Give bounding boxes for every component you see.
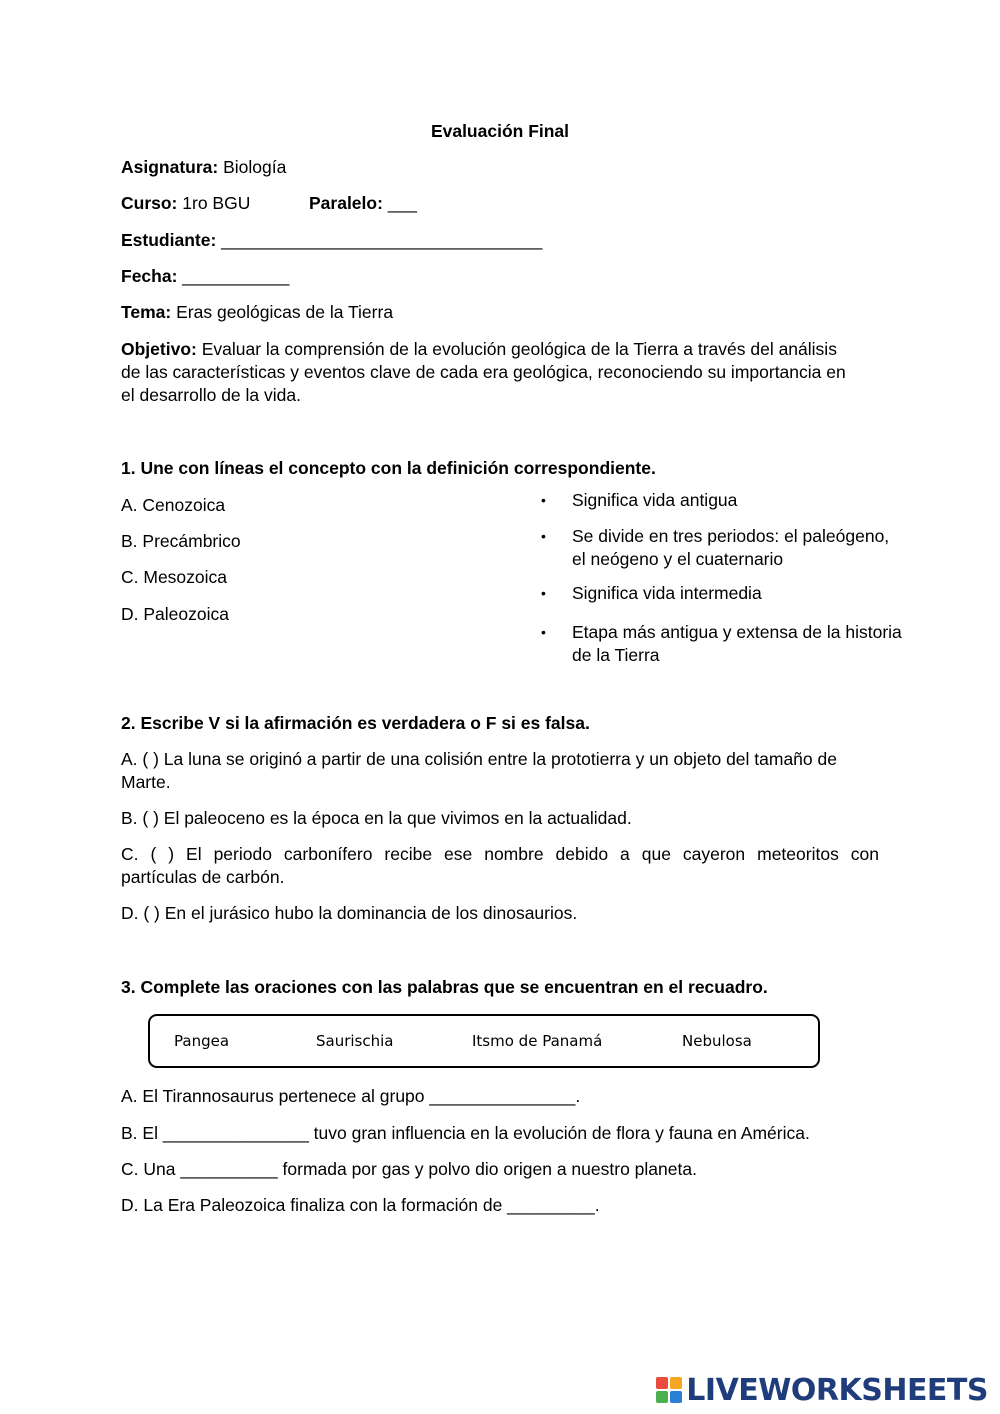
fecha-label: Fecha: bbox=[121, 266, 178, 286]
concept-item[interactable]: B. Precámbrico bbox=[121, 531, 241, 551]
logo-square-icon bbox=[656, 1377, 668, 1389]
estudiante-label: Estudiante: bbox=[121, 230, 217, 250]
fill-sentence[interactable]: B. El _______________ tuvo gran influencia en la evolución de flora y fauna en América. bbox=[121, 1123, 810, 1143]
statement-line: C. ( ) El periodo carbonífero recibe ese nombre debido a que cayeron meteoritos con bbox=[121, 844, 879, 864]
tema-value: Eras geológicas de la Tierra bbox=[176, 302, 394, 322]
objetivo-label: Objetivo: bbox=[121, 339, 197, 359]
page-title: Evaluación Final bbox=[430, 121, 570, 141]
statement-line: Marte. bbox=[121, 772, 171, 792]
definition-item[interactable] bbox=[572, 582, 932, 605]
definition-item[interactable] bbox=[572, 621, 952, 667]
tf-statement-b[interactable]: B. ( ) El paleoceno es la época en la que vivimos en la actualidad. bbox=[121, 808, 632, 828]
definition-line: de la Tierra bbox=[572, 645, 660, 665]
liveworksheets-logo bbox=[656, 1372, 988, 1408]
definition-line: el neógeno y el cuaternario bbox=[572, 549, 784, 569]
curso-label: Curso: bbox=[121, 193, 178, 213]
definition-item[interactable] bbox=[572, 489, 932, 512]
tf-statement-d[interactable]: D. ( ) En el jurásico hubo la dominancia de los dinosaurios. bbox=[121, 903, 578, 923]
definition-item[interactable] bbox=[572, 525, 932, 571]
paralelo-field[interactable]: ___ bbox=[387, 193, 418, 213]
tf-statement-c[interactable] bbox=[121, 843, 879, 889]
word-bank-box bbox=[148, 1014, 820, 1068]
bullet-icon: • bbox=[541, 492, 546, 508]
curso-row bbox=[121, 192, 250, 215]
fecha-field[interactable]: ___________ bbox=[182, 266, 290, 286]
objetivo-line: el desarrollo de la vida. bbox=[121, 385, 301, 405]
definition-line: Se divide en tres periodos: el paleógeno, bbox=[572, 526, 890, 546]
objetivo-paragraph bbox=[121, 338, 901, 407]
logo-square-icon bbox=[656, 1391, 668, 1403]
objetivo-line: de las características y eventos clave de cada era geológica, reconociendo su importancia en bbox=[121, 362, 846, 382]
paralelo-label: Paralelo: bbox=[309, 193, 383, 213]
q3-title: 3. Complete las oraciones con las palabras que se encuentran en el recuadro. bbox=[121, 977, 768, 997]
estudiante-field[interactable]: _________________________________ bbox=[221, 230, 543, 250]
statement-line: A. ( ) La luna se originó a partir de una colisión entre la prototierra y un objeto del tamaño de bbox=[121, 749, 837, 769]
q1-title: 1. Une con líneas el concepto con la definición correspondiente. bbox=[121, 458, 656, 478]
tema-row bbox=[121, 301, 393, 324]
asignatura-row bbox=[121, 156, 286, 179]
logo-square-icon bbox=[670, 1377, 682, 1389]
fill-sentence[interactable]: D. La Era Paleozoica finaliza con la formación de _________. bbox=[121, 1195, 600, 1215]
definition-line: Etapa más antigua y extensa de la historia bbox=[572, 622, 902, 642]
concept-item[interactable]: A. Cenozoica bbox=[121, 495, 226, 515]
word-bank-item[interactable]: Pangea bbox=[174, 1032, 230, 1050]
bullet-icon: • bbox=[541, 585, 546, 601]
q2-title: 2. Escribe V si la afirmación es verdadera o F si es falsa. bbox=[121, 713, 590, 733]
bullet-icon: • bbox=[541, 528, 546, 544]
logo-square-icon bbox=[670, 1391, 682, 1403]
logo-text: LIVEWORKSHEETS bbox=[686, 1372, 988, 1408]
tema-label: Tema: bbox=[121, 302, 172, 322]
tf-statement-a[interactable] bbox=[121, 748, 901, 794]
curso-value: 1ro BGU bbox=[182, 193, 251, 213]
fill-sentence[interactable]: A. El Tirannosaurus pertenece al grupo _______________. bbox=[121, 1086, 581, 1106]
concept-item[interactable]: C. Mesozoica bbox=[121, 567, 228, 587]
objetivo-line: Evaluar la comprensión de la evolución geológica de la Tierra a través del análisis bbox=[201, 339, 837, 359]
asignatura-value: Biología bbox=[223, 157, 287, 177]
fecha-row bbox=[121, 265, 289, 288]
paralelo-row bbox=[309, 192, 417, 215]
word-bank-item[interactable]: Nebulosa bbox=[682, 1032, 752, 1050]
asignatura-label: Asignatura: bbox=[121, 157, 219, 177]
bullet-icon: • bbox=[541, 624, 546, 640]
definition-line: Significa vida intermedia bbox=[572, 583, 762, 603]
statement-line: partículas de carbón. bbox=[121, 867, 285, 887]
word-bank-item[interactable]: Itsmo de Panamá bbox=[472, 1032, 603, 1050]
definition-line: Significa vida antigua bbox=[572, 490, 738, 510]
word-bank-item[interactable]: Saurischia bbox=[316, 1032, 394, 1050]
estudiante-row bbox=[121, 229, 542, 252]
concept-item[interactable]: D. Paleozoica bbox=[121, 604, 229, 624]
logo-grid-icon bbox=[656, 1377, 682, 1403]
fill-sentence[interactable]: C. Una __________ formada por gas y polvo dio origen a nuestro planeta. bbox=[121, 1159, 697, 1179]
